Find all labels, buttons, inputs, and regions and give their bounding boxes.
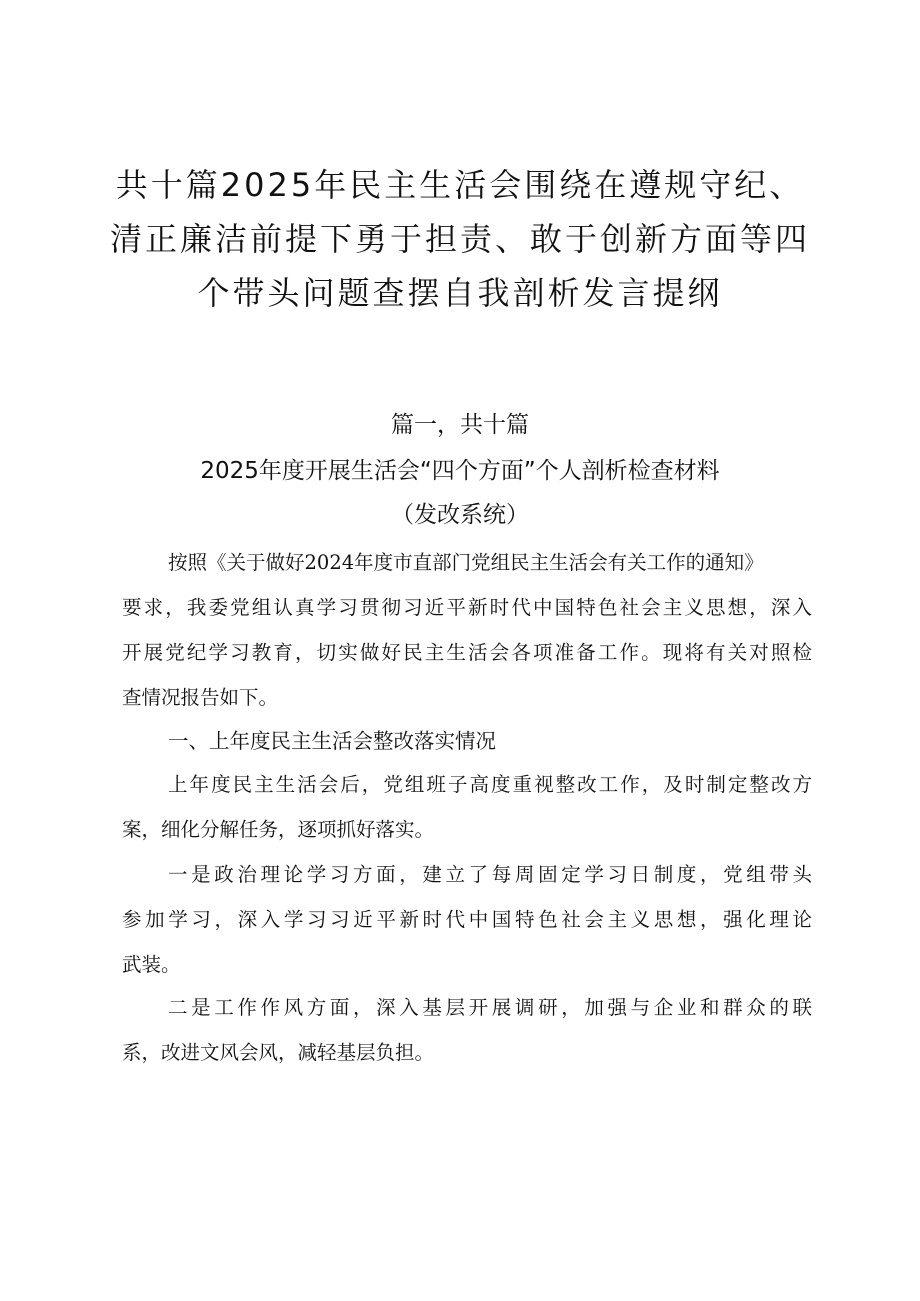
- paragraph-intro: [122, 540, 812, 720]
- subheading-rectification: 一、上年度民主生活会整改落实情况: [168, 729, 496, 753]
- paragraph-theory-study: [122, 852, 812, 987]
- paragraph-line: 系，改进文风会风，减轻基层负担。: [122, 1041, 435, 1064]
- main-title-line: 个带头问题查摆自我剖析发言提纲: [197, 274, 723, 312]
- paragraph-line: 开展党纪学习教育，切实做好民主生活会各项准备工作。现将有关对照检: [122, 641, 812, 664]
- section-heading-title: 2025年度开展生活会“四个方面”个人剖析检查材料: [200, 458, 720, 484]
- main-title-line: 清正廉洁前提下勇于担责、敢于创新方面等四: [109, 220, 810, 258]
- paragraph-work-style: [122, 985, 812, 1075]
- paragraph-line: 案，细化分解任务，逐项抓好落实。: [122, 818, 435, 841]
- section-heading-department: （发改系统）: [391, 502, 529, 528]
- section-heading-part: 篇一，共十篇: [391, 412, 529, 438]
- paragraph-line: 按照《关于做好2024年度市直部门党组民主生活会有关工作的通知》: [168, 551, 764, 574]
- paragraph-line: 上年度民主生活会后，党组班子高度重视整改工作，及时制定整改方: [168, 773, 812, 796]
- paragraph-line: 参加学习，深入学习习近平新时代中国特色社会主义思想，强化理论: [122, 908, 812, 931]
- paragraph-line: 一是政治理论学习方面，建立了每周固定学习日制度，党组带头: [168, 863, 812, 886]
- main-title-line: 共十篇2025年民主生活会围绕在遵规守纪、: [115, 166, 805, 204]
- paragraph-rectification: [122, 762, 812, 852]
- paragraph-line: 要求，我委党组认真学习贯彻习近平新时代中国特色社会主义思想，深入: [122, 596, 812, 619]
- paragraph-line: 武装。: [122, 953, 181, 976]
- paragraph-line: 二是工作作风方面，深入基层开展调研，加强与企业和群众的联: [168, 996, 812, 1019]
- main-title: [100, 158, 820, 320]
- paragraph-line: 查情况报告如下。: [122, 686, 279, 709]
